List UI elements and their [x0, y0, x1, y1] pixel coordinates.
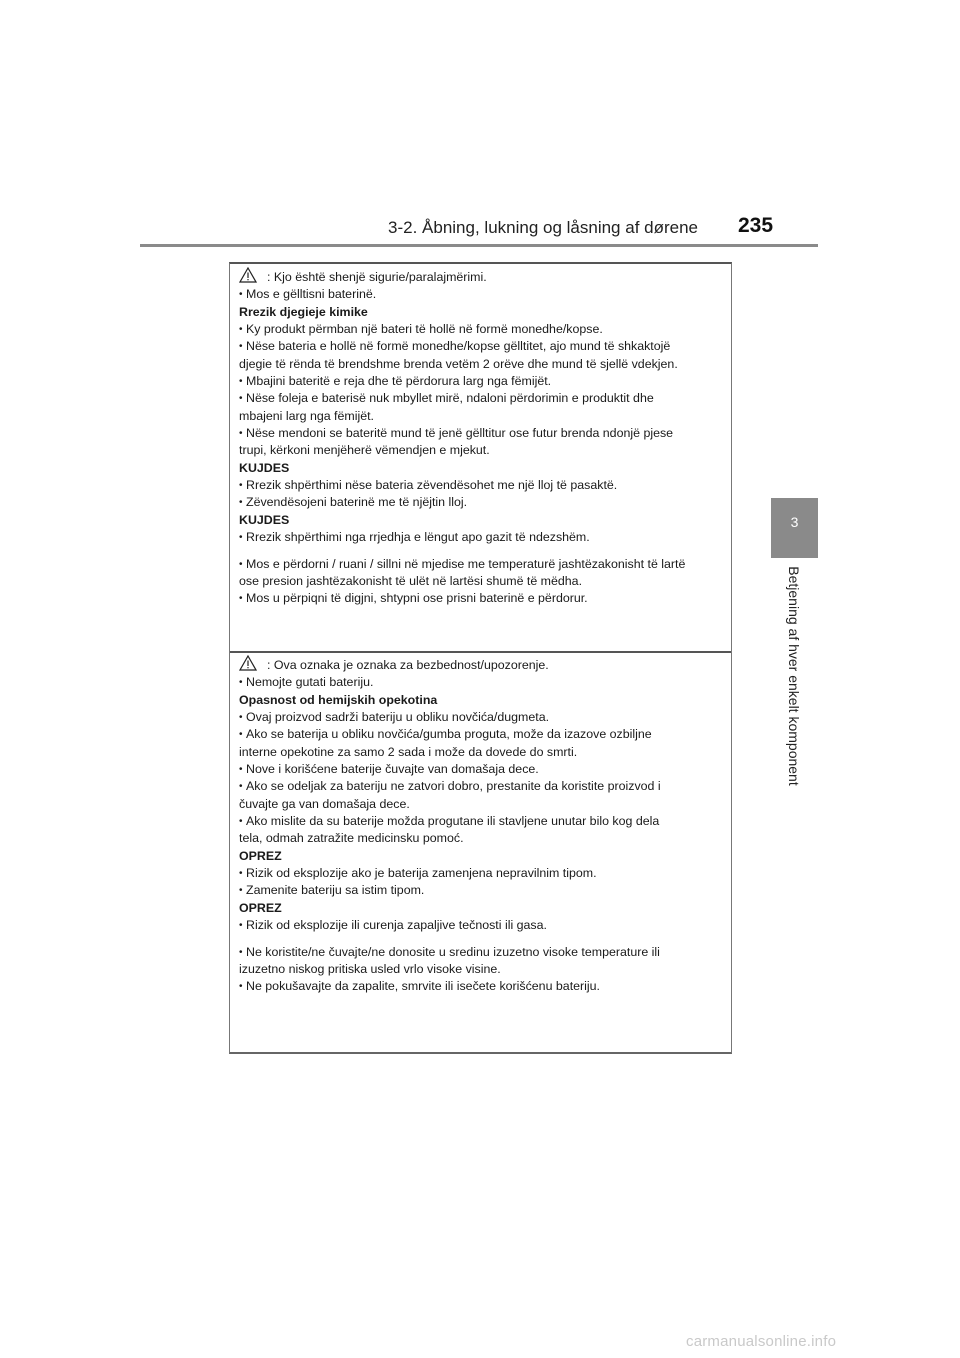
list-item-continuation: tela, odmah zatražite medicinsku pomoć. — [239, 831, 464, 846]
header-rule — [140, 244, 818, 247]
list-item-continuation: trupi, kërkoni menjëherë vëmendjen e mjekut. — [239, 443, 490, 458]
running-header-title: 3-2. Åbning, lukning og låsning af dørene — [388, 218, 698, 237]
list-item-continuation: mbajeni larg nga fëmijët. — [239, 408, 374, 423]
list-item: • Mbajini bateritë e reja dhe të përdorura larg nga fëmijët. — [239, 374, 552, 389]
section-header-text: : Ova oznaka je oznaka za bezbednost/upozorenje. — [267, 658, 549, 672]
section-header — [239, 267, 723, 286]
page-number: 235 — [738, 214, 774, 237]
list-item-continuation: interne opekotine za samo 2 sada i može da dovede do smrti. — [239, 744, 578, 759]
section-subheading: OPREZ — [239, 848, 282, 863]
chapter-tab-label: Betjening af hver enkelt komponent — [786, 566, 802, 786]
warning-section-serbian — [230, 651, 731, 996]
warning-section-albanian — [230, 267, 731, 608]
list-item: • Ako mislite da su baterije možda progutane ili stavljene unutar bilo kog dela — [239, 814, 660, 829]
list-item: • Rizik od eksplozije ako je baterija zamenjena nepravilnim tipom. — [239, 866, 597, 881]
list-item: • Ako se baterija u obliku novčića/gumba proguta, može da izazove ozbiljne — [239, 727, 652, 742]
list-item: • Nëse mendoni se bateritë mund të jenë gëlltitur ose futur brenda ndonjë pjese — [239, 426, 674, 441]
list-item: • Ovaj proizvod sadrži bateriju u obliku novčića/dugmeta. — [239, 710, 550, 725]
list-item: • Ne pokušavajte da zapalite, smrvite ili isečete korišćenu bateriju. — [239, 979, 600, 994]
list-item: • Mos e gëlltisni baterinë. — [239, 287, 377, 302]
list-item-continuation: djegie të rënda të brendshme brenda vetëm 2 orëve dhe mund të sjellë vdekjen. — [239, 356, 678, 371]
list-item: • Ky produkt përmban një bateri të hollë në formë monedhe/kopse. — [239, 322, 603, 337]
warning-triangle-icon — [239, 655, 257, 671]
list-item: • Nëse bateria e hollë në formë monedhe/kopse gëlltitet, ajo mund të shkaktojë — [239, 339, 671, 354]
list-item: • Nove i korišćene baterije čuvajte van domašaja dece. — [239, 762, 539, 777]
section-header-text: : Kjo është shenjë sigurie/paralajmërimi. — [267, 270, 487, 284]
chapter-tab: 3 — [771, 498, 818, 558]
list-item: • Ne koristite/ne čuvajte/ne donosite u sredinu izuzetno visoke temperature ili — [239, 944, 660, 959]
section-subheading: Rrezik djegieje kimike — [239, 304, 368, 319]
list-item: • Ako se odeljak za bateriju ne zatvori dobro, prestanite da koristite proizvod i — [239, 779, 661, 794]
list-item: • Rizik od eksplozije ili curenja zapaljive tečnosti ili gasa. — [239, 918, 547, 933]
section-subheading: OPREZ — [239, 900, 282, 915]
list-item: • Rrezik shpërthimi nga rrjedhja e lëngut apo gazit të ndezshëm. — [239, 530, 590, 545]
list-item-continuation: ose presion jashtëzakonisht të ulët në lartësi shumë të mëdha. — [239, 573, 583, 588]
section-header — [239, 655, 723, 674]
battery-warning-box — [229, 262, 732, 1054]
warning-triangle-icon — [239, 267, 257, 283]
section-subheading: KUJDES — [239, 460, 290, 475]
section-subheading: KUJDES — [239, 512, 290, 527]
list-item: • Zamenite bateriju sa istim tipom. — [239, 883, 425, 898]
list-item: • Zëvendësojeni baterinë me të njëjtin lloj. — [239, 495, 468, 510]
list-item: • Nemojte gutati bateriju. — [239, 675, 374, 690]
list-item: • Nëse foleja e baterisë nuk mbyllet mirë, ndaloni përdorimin e produktit dhe — [239, 391, 654, 406]
list-item: • Rrezik shpërthimi nëse bateria zëvendësohet me një lloj të pasaktë. — [239, 478, 618, 493]
watermark-logo: carmanualsonline.info — [686, 1333, 837, 1350]
section-subheading: Opasnost od hemijskih opekotina — [239, 692, 438, 707]
list-item: • Mos u përpiqni të digjni, shtypni ose prisni baterinë e përdorur. — [239, 591, 588, 606]
list-item-continuation: čuvajte ga van domašaja dece. — [239, 796, 410, 811]
list-item-continuation: izuzetno niskog pritiska usled vrlo visoke visine. — [239, 961, 501, 976]
list-item: • Mos e përdorni / ruani / sillni në mjedise me temperaturë jashtëzakonisht të lartë — [239, 556, 686, 571]
